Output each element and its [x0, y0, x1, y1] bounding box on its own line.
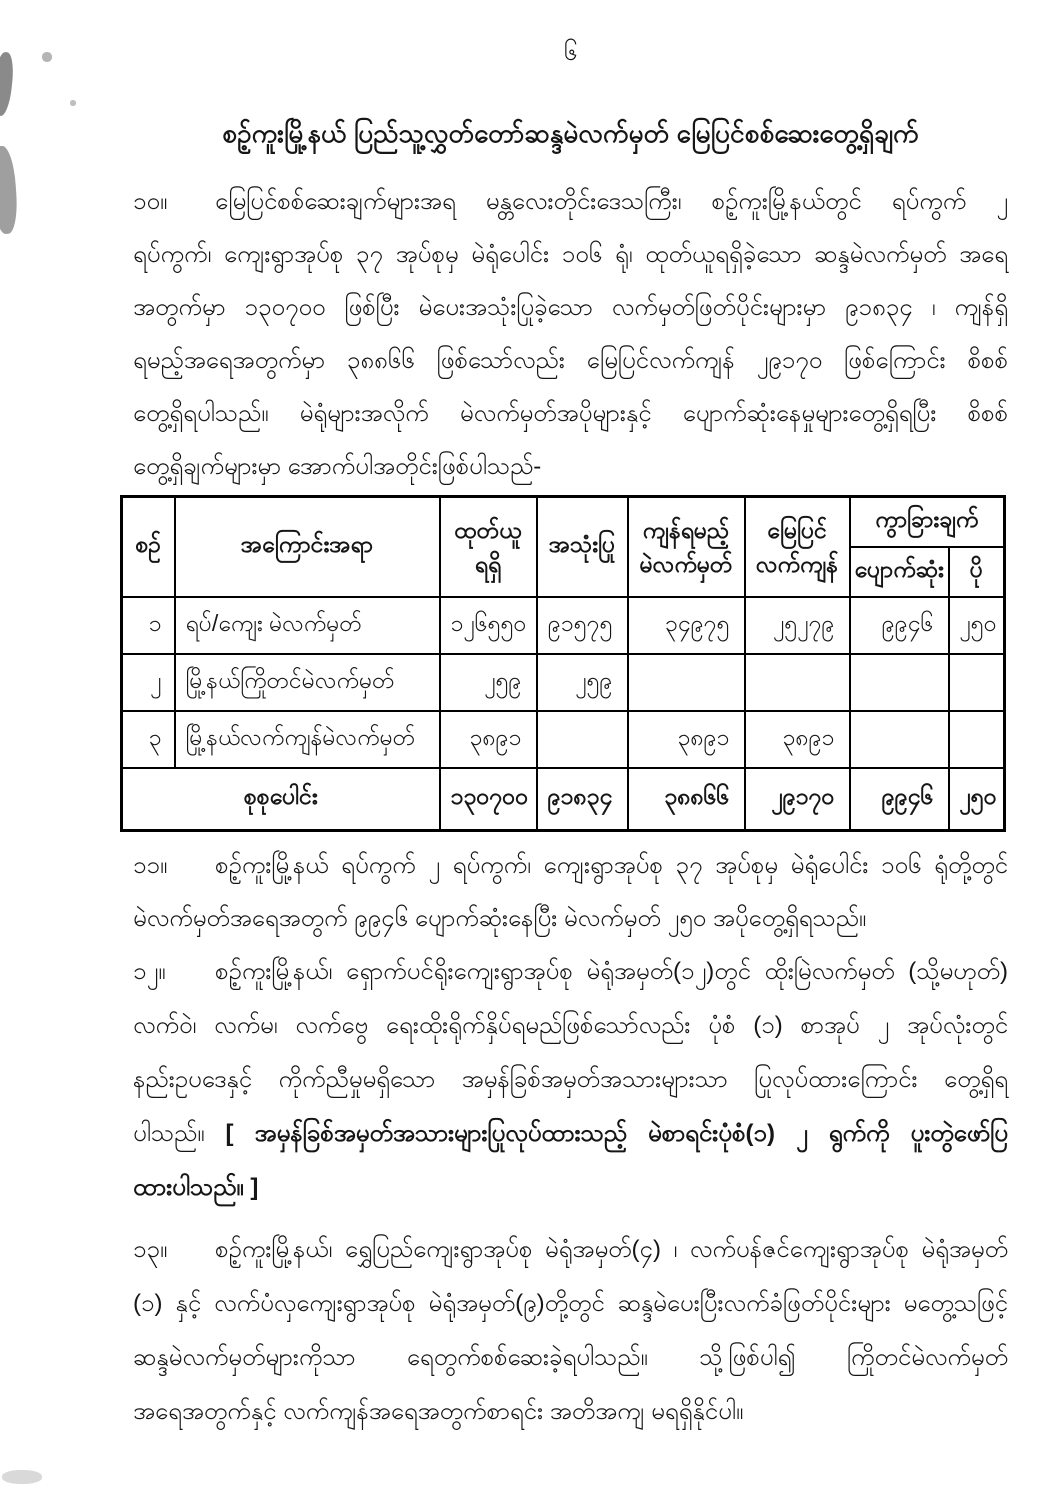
col-header-received-line2: ရရှိ [474, 551, 502, 577]
col-header-no: စဉ် [122, 497, 175, 598]
paragraph-line: အရေအတွက်နှင့် လက်ကျန်အရေအတွက်စာရင်း အတိအကျ မရရှိနိုင်ပါ။ [133, 1398, 744, 1425]
paragraph-line [133, 182, 1008, 235]
paragraph-line: ရမည့်အရေအတွက်မှာ ၃၈၈၆၆ ဖြစ်သော်လည်း မြေပြင်လက်ကျန် ၂၉၁၇၀ ဖြစ်ကြောင်း စိစစ် [133, 347, 1008, 374]
paragraph-13 [133, 1230, 1008, 1446]
cell-subject: မြို့နယ်ကြိုတင်မဲလက်မှတ် [175, 654, 440, 711]
col-header-used: အသုံးပြု [537, 497, 628, 598]
paragraph-text: စဉ့်ကူးမြို့နယ်၊ ရှောက်ပင်ရိုးကျေးရွာအုပ်စု မဲရုံအမှတ်(၁၂)တွင် ထိုးမြဲလက်မှတ် (သို့မဟုတ်) [215, 958, 1008, 985]
paragraph-line: မဲလက်မှတ်အရေအတွက် ၉၉၄၆ ပျောက်ဆုံးနေပြီး မဲလက်မှတ် ၂၅၀ အပိုတွေ့ရှိရသည်။ [133, 905, 867, 932]
page-number: ၆ [563, 39, 578, 66]
scan-artifact [70, 100, 76, 106]
cell-used: ၂၅၉ [537, 654, 628, 711]
scan-artifact [0, 51, 15, 117]
col-header-ground-balance [745, 497, 850, 598]
table-total-row [122, 768, 1005, 831]
col-header-received-line1: ထုတ်ယူ [454, 517, 522, 543]
total-lost: ၉၉၄၆ [850, 768, 949, 831]
paragraph-line: အတွက်မှာ ၁၃၀၇၀၀ ဖြစ်ပြီး မဲပေးအသုံးပြုခဲ့သော လက်မှတ်ဖြတ်ပိုင်းများမှာ ၉၁၈၃၄ ၊ ကျန်ရှိ [133, 294, 1008, 321]
document-title: စဉ့်ကူးမြို့နယ် ပြည်သူ့လွှတ်တော်ဆန္ဒမဲလက်မှတ် မြေပြင်စစ်ဆေးတွေ့ရှိချက် [222, 118, 919, 148]
cell-ground: ၃၈၉၁ [745, 711, 850, 768]
cell-extra: ၂၅၀ [949, 597, 1005, 654]
paragraph-line: (၁) နှင့် လက်ပံလှကျေးရွာအုပ်စု မဲရုံအမှတ်(၉)တို့တွင် ဆန္ဒမဲပေးပြီးလက်ခံဖြတ်ပိုင်းများ မတွေ့သဖြင့် [133, 1290, 1008, 1317]
annex-note-bold-text: [ အမှန်ခြစ်အမှတ်အသားများပြုလုပ်ထားသည့် မဲစာရင်းပုံစံ(၁) ၂ ရွက်ကို ပူးတွဲဖော်ပြ [225, 1120, 1008, 1147]
cell-extra [949, 654, 1005, 711]
col-header-difference: ကွာခြားချက် [850, 497, 1005, 548]
cell-lost [850, 654, 949, 711]
cell-ground [745, 654, 850, 711]
cell-received: ၂၅၉ [440, 654, 537, 711]
paragraph-line [133, 1230, 1008, 1284]
paragraph-line [133, 846, 1008, 899]
paragraph-number: ၁၀။ [133, 188, 168, 215]
paragraph-line: တွေ့ရှိရပါသည်။ မဲရုံများအလိုက် မဲလက်မှတ်အပိုများနှင့် ပျောက်ဆုံးနေမှုများတွေ့ရှိရပြီး စိစစ် [133, 400, 1008, 427]
paragraph-text: မြေပြင်စစ်ဆေးချက်များအရ မန္တလေးတိုင်းဒေသကြီး၊ စဉ့်ကူးမြို့နယ်တွင် ရပ်ကွက် ၂ [215, 188, 1008, 215]
paragraph-line: နည်းဥပဒေနှင့် ကိုက်ညီမှုမရှိသော အမှန်ခြစ်အမှတ်အသားများသာ ပြုလုပ်ထားကြောင်း တွေ့ရှိရ [133, 1066, 1008, 1093]
scan-artifact [0, 145, 19, 234]
total-ground: ၂၉၁၇၀ [745, 768, 850, 831]
total-remaining: ၃၈၈၆၆ [628, 768, 745, 831]
cell-remaining: ၃၄၉၇၅ [628, 597, 745, 654]
total-received: ၁၃၀၇၀၀ [440, 768, 537, 831]
cell-lost [850, 711, 949, 768]
col-header-lost: ပျောက်ဆုံး [850, 547, 949, 597]
cell-received: ၁၂၆၅၅၀ [440, 597, 537, 654]
cell-used [537, 711, 628, 768]
paragraph-line [133, 952, 1008, 1006]
paragraph-number: ၁၁။ [133, 852, 168, 879]
cell-no: ၂ [122, 654, 175, 711]
cell-no: ၃ [122, 711, 175, 768]
paragraph-line: ဆန္ဒမဲလက်မှတ်များကိုသာ ရေတွက်စစ်ဆေးခဲ့ရပါသည်။ သို့ဖြစ်ပါ၍ ကြိုတင်မဲလက်မှတ် [133, 1344, 1008, 1371]
paragraph-line: တွေ့ရှိချက်များမှာ အောက်ပါအတိုင်းဖြစ်ပါသည်- [133, 453, 542, 480]
cell-received: ၃၈၉၁ [440, 711, 537, 768]
table-row [122, 711, 1005, 768]
col-header-subject: အကြောင်းအရာ [175, 497, 440, 598]
col-header-remaining-line2: မဲလက်မှတ် [639, 551, 733, 577]
paragraph-text: စဉ့်ကူးမြို့နယ် ရပ်ကွက် ၂ ရပ်ကွက်၊ ကျေးရွာအုပ်စု ၃၇ အုပ်စုမှ မဲရုံပေါင်း ၁၀၆ ရုံတို့တွင် [215, 852, 1008, 879]
total-extra: ၂၅၀ [949, 768, 1005, 831]
paragraph-text: စဉ့်ကူးမြို့နယ်၊ ရွှေပြည်ကျေးရွာအုပ်စု မဲရုံအမှတ်(၄) ၊ လက်ပန်ဇင်ကျေးရွာအုပ်စု မဲရုံအမှတ် [215, 1236, 1008, 1263]
cell-extra [949, 711, 1005, 768]
paragraph-text: ပါသည်။ [133, 1120, 226, 1147]
cell-lost: ၉၉၄၆ [850, 597, 949, 654]
paragraph-number: ၁၂။ [133, 958, 166, 985]
cell-used: ၉၁၅၇၅ [537, 597, 628, 654]
paragraph-line: ရပ်ကွက်၊ ကျေးရွာအုပ်စု ၃၇ အုပ်စုမှ မဲရုံပေါင်း ၁၀၆ ရုံ၊ ထုတ်ယူရရှိခဲ့သော ဆန္ဒမဲလက်မှတ် အရေ [133, 241, 1008, 268]
col-header-received [440, 497, 537, 598]
col-header-ground-line1: မြေပြင် [767, 517, 827, 543]
cell-subject: မြို့နယ်လက်ကျန်မဲလက်မှတ် [175, 711, 440, 768]
table-row [122, 654, 1005, 711]
cell-no: ၁ [122, 597, 175, 654]
paragraph-12 [133, 952, 1008, 1222]
total-label: စုစုပေါင်း [122, 768, 440, 831]
paragraph-number: ၁၃။ [133, 1236, 168, 1263]
scan-artifact [2, 1470, 42, 1484]
cell-remaining [628, 654, 745, 711]
cell-subject: ရပ်/ကျေး မဲလက်မှတ် [175, 597, 440, 654]
scan-artifact [42, 52, 52, 62]
cell-remaining: ၃၈၉၁ [628, 711, 745, 768]
cell-ground: ၂၅၂၇၉ [745, 597, 850, 654]
annex-note-bold-text: ထားပါသည်။ ] [133, 1174, 259, 1201]
col-header-remaining [628, 497, 745, 598]
table-header-row [122, 497, 1005, 548]
ballot-statistics-table [120, 495, 1006, 832]
paragraph-line [133, 1114, 1008, 1168]
table-row [122, 597, 1005, 654]
paragraph-11 [133, 846, 1008, 952]
col-header-ground-line2: လက်ကျန် [755, 551, 839, 577]
paragraph-10 [133, 182, 1008, 500]
col-header-remaining-line1: ကျန်ရမည့် [642, 517, 730, 543]
paragraph-line: လက်ဝဲ၊ လက်မ၊ လက်ဗွေ ရေးထိုးရိုက်နှိပ်ရမည်ဖြစ်သော်လည်း ပုံစံ (၁) စာအုပ် ၂ အုပ်လုံးတွင် [133, 1012, 1008, 1039]
paragraph-line [133, 1168, 1008, 1222]
total-used: ၉၁၈၃၄ [537, 768, 628, 831]
col-header-extra: ပို [949, 547, 1005, 597]
